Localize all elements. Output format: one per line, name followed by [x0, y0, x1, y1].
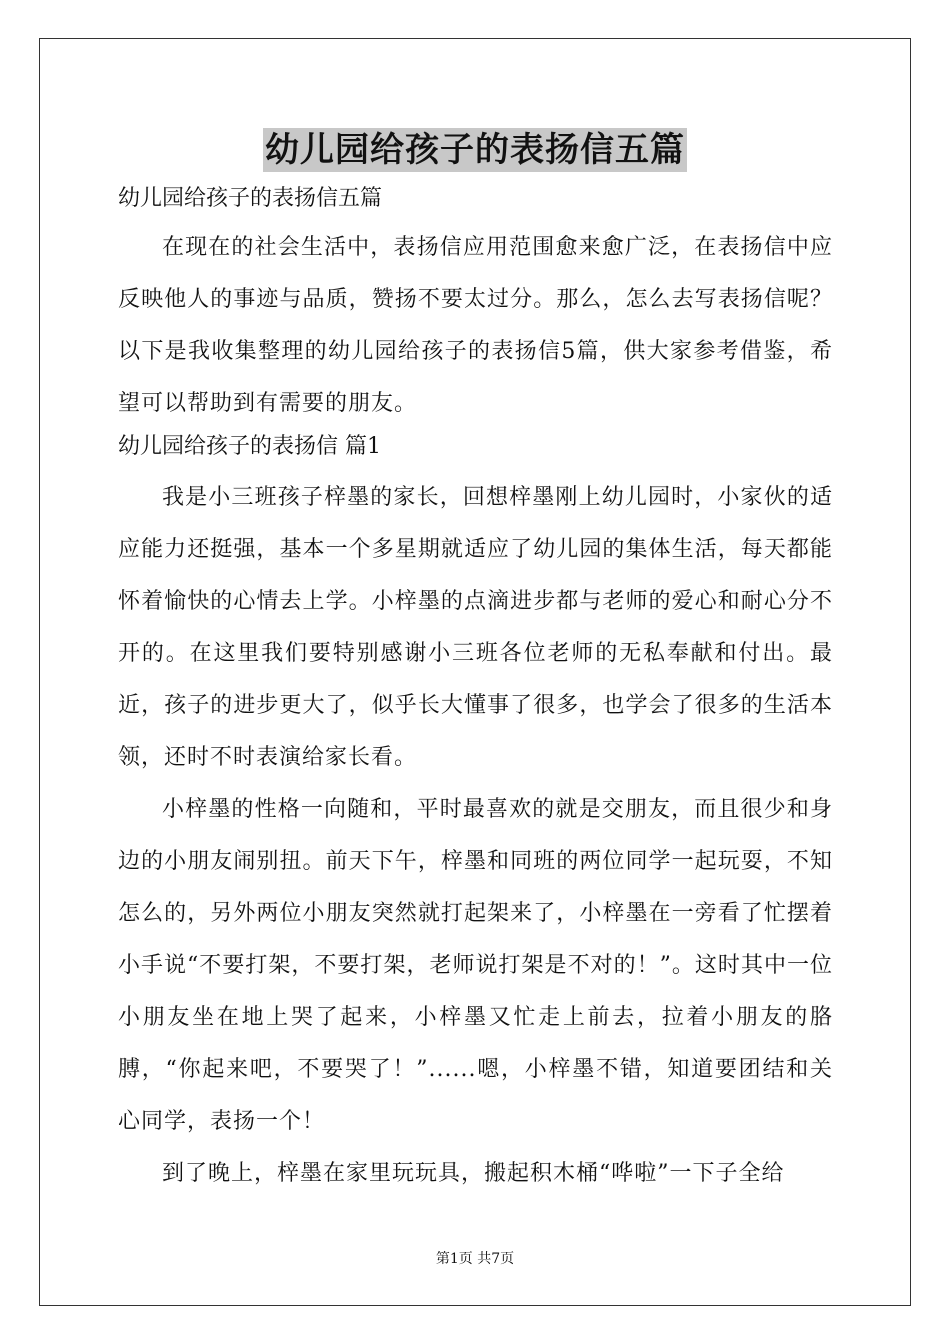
body-paragraph-2: 小梓墨的性格一向随和，平时最喜欢的就是交朋友，而且很少和身边的小朋友闹别扭。前天下午，梓墨和同班的两位同学一起玩耍，不知怎么的，另外两位小朋友突然就打起架来了，小梓墨在一旁看了忙摆着小手说“不要打架，不要打架，老师说打架是不对的！”。这时其中一位小朋友坐在地上哭了起来，小梓墨又忙走上前去，拉着小朋友的胳膊，“你起来吧，不要哭了！”......嗯，小梓墨不错，知道要团结和关心同学，表扬一个！ — [118, 797, 833, 1134]
intro-paragraph: 在现在的社会生活中，表扬信应用范围愈来愈广泛，在表扬信中应反映他人的事迹与品质，赞扬不要太过分。那么，怎么去写表扬信呢？以下是我收集整理的幼儿园给孩子的表扬信5篇，供大家参考借鉴，希望可以帮助到有需要的朋友。 — [118, 235, 833, 416]
document-body — [118, 180, 833, 1200]
body-paragraph-3: 到了晚上，梓墨在家里玩玩具，搬起积木桶“哗啦”一下子全给 — [162, 1161, 785, 1186]
body-paragraph-1: 我是小三班孩子梓墨的家长，回想梓墨刚上幼儿园时，小家伙的适应能力还挺强，基本一个多星期就适应了幼儿园的集体生活，每天都能怀着愉快的心情去上学。小梓墨的点滴进步都与老师的爱心和耐心分不开的。在这里我们要特别感谢小三班各位老师的无私奉献和付出。最近，孩子的进步更大了，似乎长大懂事了很多，也学会了很多的生活本领，还时不时表演给家长看。 — [118, 485, 833, 770]
document-title: 幼儿园给孩子的表扬信五篇 — [265, 130, 685, 170]
section-heading: 幼儿园给孩子的表扬信 篇1 — [118, 434, 381, 459]
page-footer: 第1页 共7页 — [435, 1251, 515, 1267]
document-subtitle: 幼儿园给孩子的表扬信五篇 — [118, 186, 383, 211]
